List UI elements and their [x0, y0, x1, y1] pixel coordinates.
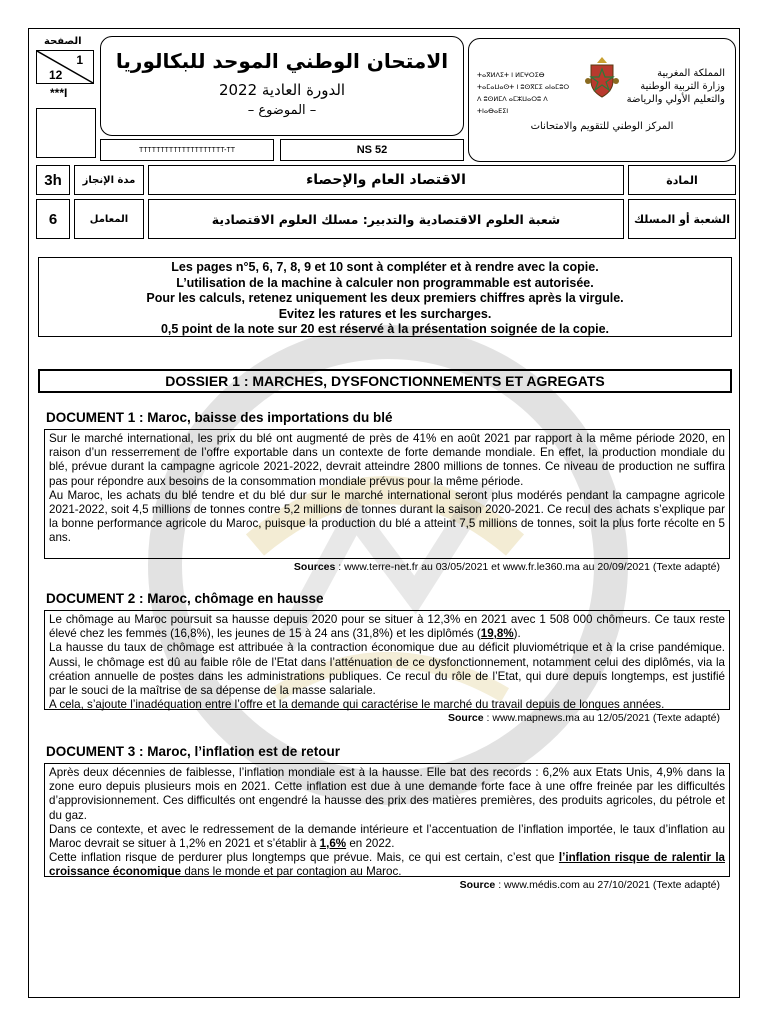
code-right-box	[280, 139, 464, 161]
page-stars: ***I	[50, 86, 68, 100]
document-1-body	[44, 429, 730, 559]
branch-value: شعبة العلوم الاقتصادية والتدبير: مسلك العلوم الاقتصادية	[211, 211, 561, 227]
coef-value-box	[36, 199, 70, 239]
document-3-paragraph-1: Après deux décennies de faiblesse, l’inflation mondiale est à la hausse. Elle bat des records : 6,2% aux Etats Unis, 4,9% dans la zone euro depuis plusieurs mois en 2021. Cette inflation est due à une demande forte face à une offre freinée par les difficultés d’approvisionnement. Ces difficultés ont engendré la hausse des prix des matières premières, des produits agricoles, du pétrole et du gaz.	[49, 766, 725, 822]
document-2-body	[44, 610, 730, 710]
highlight-rate: 1,6%	[319, 837, 347, 851]
text-run: en 2022.	[346, 837, 395, 851]
page-label: الصفحة	[44, 36, 82, 47]
code-left-box	[100, 139, 274, 161]
emblem-icon	[585, 55, 619, 99]
dossier-title: DOSSIER 1 : MARCHES, DYSFONCTIONNEMENTS ET AGREGATS	[38, 369, 732, 393]
branch-value-box	[148, 199, 624, 239]
document-3-paragraph-2	[49, 823, 725, 851]
coef-value: 6	[48, 210, 58, 228]
tifinagh-line-2: ⵜⴰⵎⴰⵡⴰⵙⵜ ⵏ ⵓⵙⴳⵎⵉ ⴰⵏⴰⵎⵓⵔ	[477, 83, 570, 91]
coef-label: المعامل	[89, 213, 129, 225]
subject-value-box	[148, 165, 624, 195]
tifinagh-block	[477, 69, 577, 117]
ministry-emblem	[585, 55, 619, 99]
text-run: dans le monde et par contagion au Maroc.	[181, 865, 402, 879]
instruction-line: Les pages n°5, 6, 7, 8, 9 et 10 sont à compléter et à rendre avec la copie.	[171, 260, 599, 274]
tifinagh-line-3: ⴷ ⵓⵙⵍⵎⴷ ⴰⵎⵣⵡⴰⵔⵓ ⴷ ⵜⵏⴰⴱⴰⴹⵉⵏ	[477, 95, 548, 115]
exam-title: الامتحان الوطني الموحد للبكالوريا	[115, 49, 449, 73]
source-text: : www.médis.com au 27/10/2021 (Texte adapté)	[495, 879, 720, 891]
document-2-source	[448, 712, 720, 724]
ministry-box	[468, 38, 736, 162]
duration-label: مدة الإنجاز	[82, 174, 136, 186]
text-run: Cette inflation risque de perdurer plus longtemps que prévue. Mais, ce qui est certain, c’est que	[49, 851, 559, 865]
blank-box	[36, 108, 96, 158]
source-label: Sources	[293, 561, 336, 573]
page-number: 1	[76, 53, 83, 67]
document-2-paragraph-1	[49, 613, 725, 641]
document-3-title: DOCUMENT 3 : Maroc, l’inflation est de retour	[46, 744, 341, 759]
highlight-rate: 19,8%	[480, 627, 514, 641]
ministry-line-4: المركز الوطني للتقويم والامتحانات	[530, 121, 674, 132]
code-right: NS 52	[356, 144, 388, 156]
document-3-paragraph-3	[49, 851, 725, 879]
document-2-paragraph-3: A cela, s’ajoute l’inadéquation entre l’offre et la demande qui caractérise le marché du travail depuis de longues années.	[49, 698, 665, 712]
document-1-source	[294, 561, 720, 573]
document-3-source	[460, 879, 720, 891]
duration-label-box	[74, 165, 144, 195]
ministry-line-1: المملكة المغربية	[657, 68, 725, 79]
page-fraction	[36, 50, 94, 84]
ministry-line-3: والتعليم الأولي والرياضة	[626, 94, 725, 105]
source-text: : www.terre-net.fr au 03/05/2021 et www.fr.le360.ma au 20/09/2021 (Texte adapté)	[335, 561, 720, 573]
document-2-paragraph-2: La hausse du taux de chômage est attribuée à la contraction économique due au déficit pluviométrique et à la crise pandémique. Aussi, le chômage est dû au faible rôle de l’Etat dans l’atténuation de ce dysfonctionnement, notamment celui des diplômés, via la création annuelle de postes dans les administrations publiques. Ce recul du rôle de l’Etat, qui dure depuis longtemps, est justifié par le souci de la maîtrise de sa dépense de la masse salariale.	[49, 641, 725, 698]
ministry-arabic	[615, 67, 725, 106]
instruction-line: L’utilisation de la machine à calculer non programmable est autorisée.	[176, 275, 594, 290]
instruction-line: Evitez les ratures et les surcharges.	[278, 306, 492, 321]
document-1-title: DOCUMENT 1 : Maroc, baisse des importations du blé	[46, 410, 393, 425]
source-label: Source	[459, 879, 496, 891]
duration-value-box	[36, 165, 70, 195]
page-number-box	[36, 36, 96, 102]
page-total: 12	[49, 68, 63, 82]
duration-value: 3h	[44, 171, 62, 189]
document-2-title: DOCUMENT 2 : Maroc, chômage en hausse	[46, 591, 324, 606]
subject-label: المادة	[666, 173, 698, 187]
subject-label-box	[628, 165, 736, 195]
source-text: : www.mapnews.ma au 12/05/2021 (Texte adapté)	[483, 712, 720, 724]
text-run: Dans ce contexte, et avec le redressement de la demande intérieure et l’accentuation de l’inflation importée, le taux d’inflation au Maroc devrait se situer à 1,2% en 2021 et s’établir à	[49, 822, 725, 851]
text-run: Le chômage au Maroc poursuit sa hausse depuis 2020 pour se situer à 12,3% en 2021 avec 1 508 000 chômeurs. Ce taux reste élevé chez les femmes (16,8%), les jeunes de 15 à 24 ans (31,8%) et les diplômés (	[49, 613, 725, 641]
instruction-line: 0,5 point de la note sur 20 est réservé à la présentation soignée de la copie.	[160, 322, 610, 336]
branch-label-box	[628, 199, 736, 239]
document-1-paragraph-1: Sur le marché international, les prix du blé ont augmenté de près de 41% en août 2021 par rapport à la même période 2020, en raison d’un resserrement de l’offre exportable dans un contexte de forte demande mondiale. En effet, la production mondiale du blé, prévue durant la campagne agricole 2021-2022, devrait atteindre 2800 millions de tonnes. Ce niveau de production ne suffira pas pour répondre aux besoins de la consommation mondiale prévus pour la même période.	[49, 432, 725, 488]
exam-session: الدورة العادية 2022	[218, 81, 346, 99]
coef-label-box	[74, 199, 144, 239]
text-run: ).	[513, 627, 521, 641]
fraction-slash	[37, 51, 95, 85]
document-3-body	[44, 763, 730, 877]
source-label: Source	[448, 712, 484, 724]
instruction-line: Pour les calculs, retenez uniquement les deux premiers chiffres après la virgule.	[146, 291, 624, 305]
instructions-box	[38, 257, 732, 337]
document-1-paragraph-2: Au Maroc, les achats du blé tendre et du blé dur sur le marché international seront plus modérés pendant la campagne agricole 2021-2022, soit 4,5 millions de tonnes contre 5,2 millions de tonnes durant la saison 2020-2021. Ce recul des achats s’explique par la bonne performance agricole du Maroc, puisque la production du blé a atteint 7,5 millions de tonnes, soit la plus forte récolte en 5 ans.	[49, 488, 725, 545]
exam-subject-label: – الموضوع –	[247, 103, 317, 118]
exam-title-box	[100, 36, 464, 136]
code-left: TTTTTTTTTTTTTTTTTTTT-TT	[138, 146, 235, 154]
subject-value: الاقتصاد العام والإحصاء	[306, 172, 466, 188]
branch-label: الشعبة أو المسلك	[634, 212, 730, 226]
highlight-phrase: l’inflation risque de ralentir la croissance économique	[49, 851, 725, 879]
tifinagh-line-1: ⵜⴰⴳⵍⴷⵉⵜ ⵏ ⵍⵎⵖⵔⵉⴱ	[477, 71, 545, 79]
ministry-line-2: وزارة التربية الوطنية	[640, 81, 725, 92]
